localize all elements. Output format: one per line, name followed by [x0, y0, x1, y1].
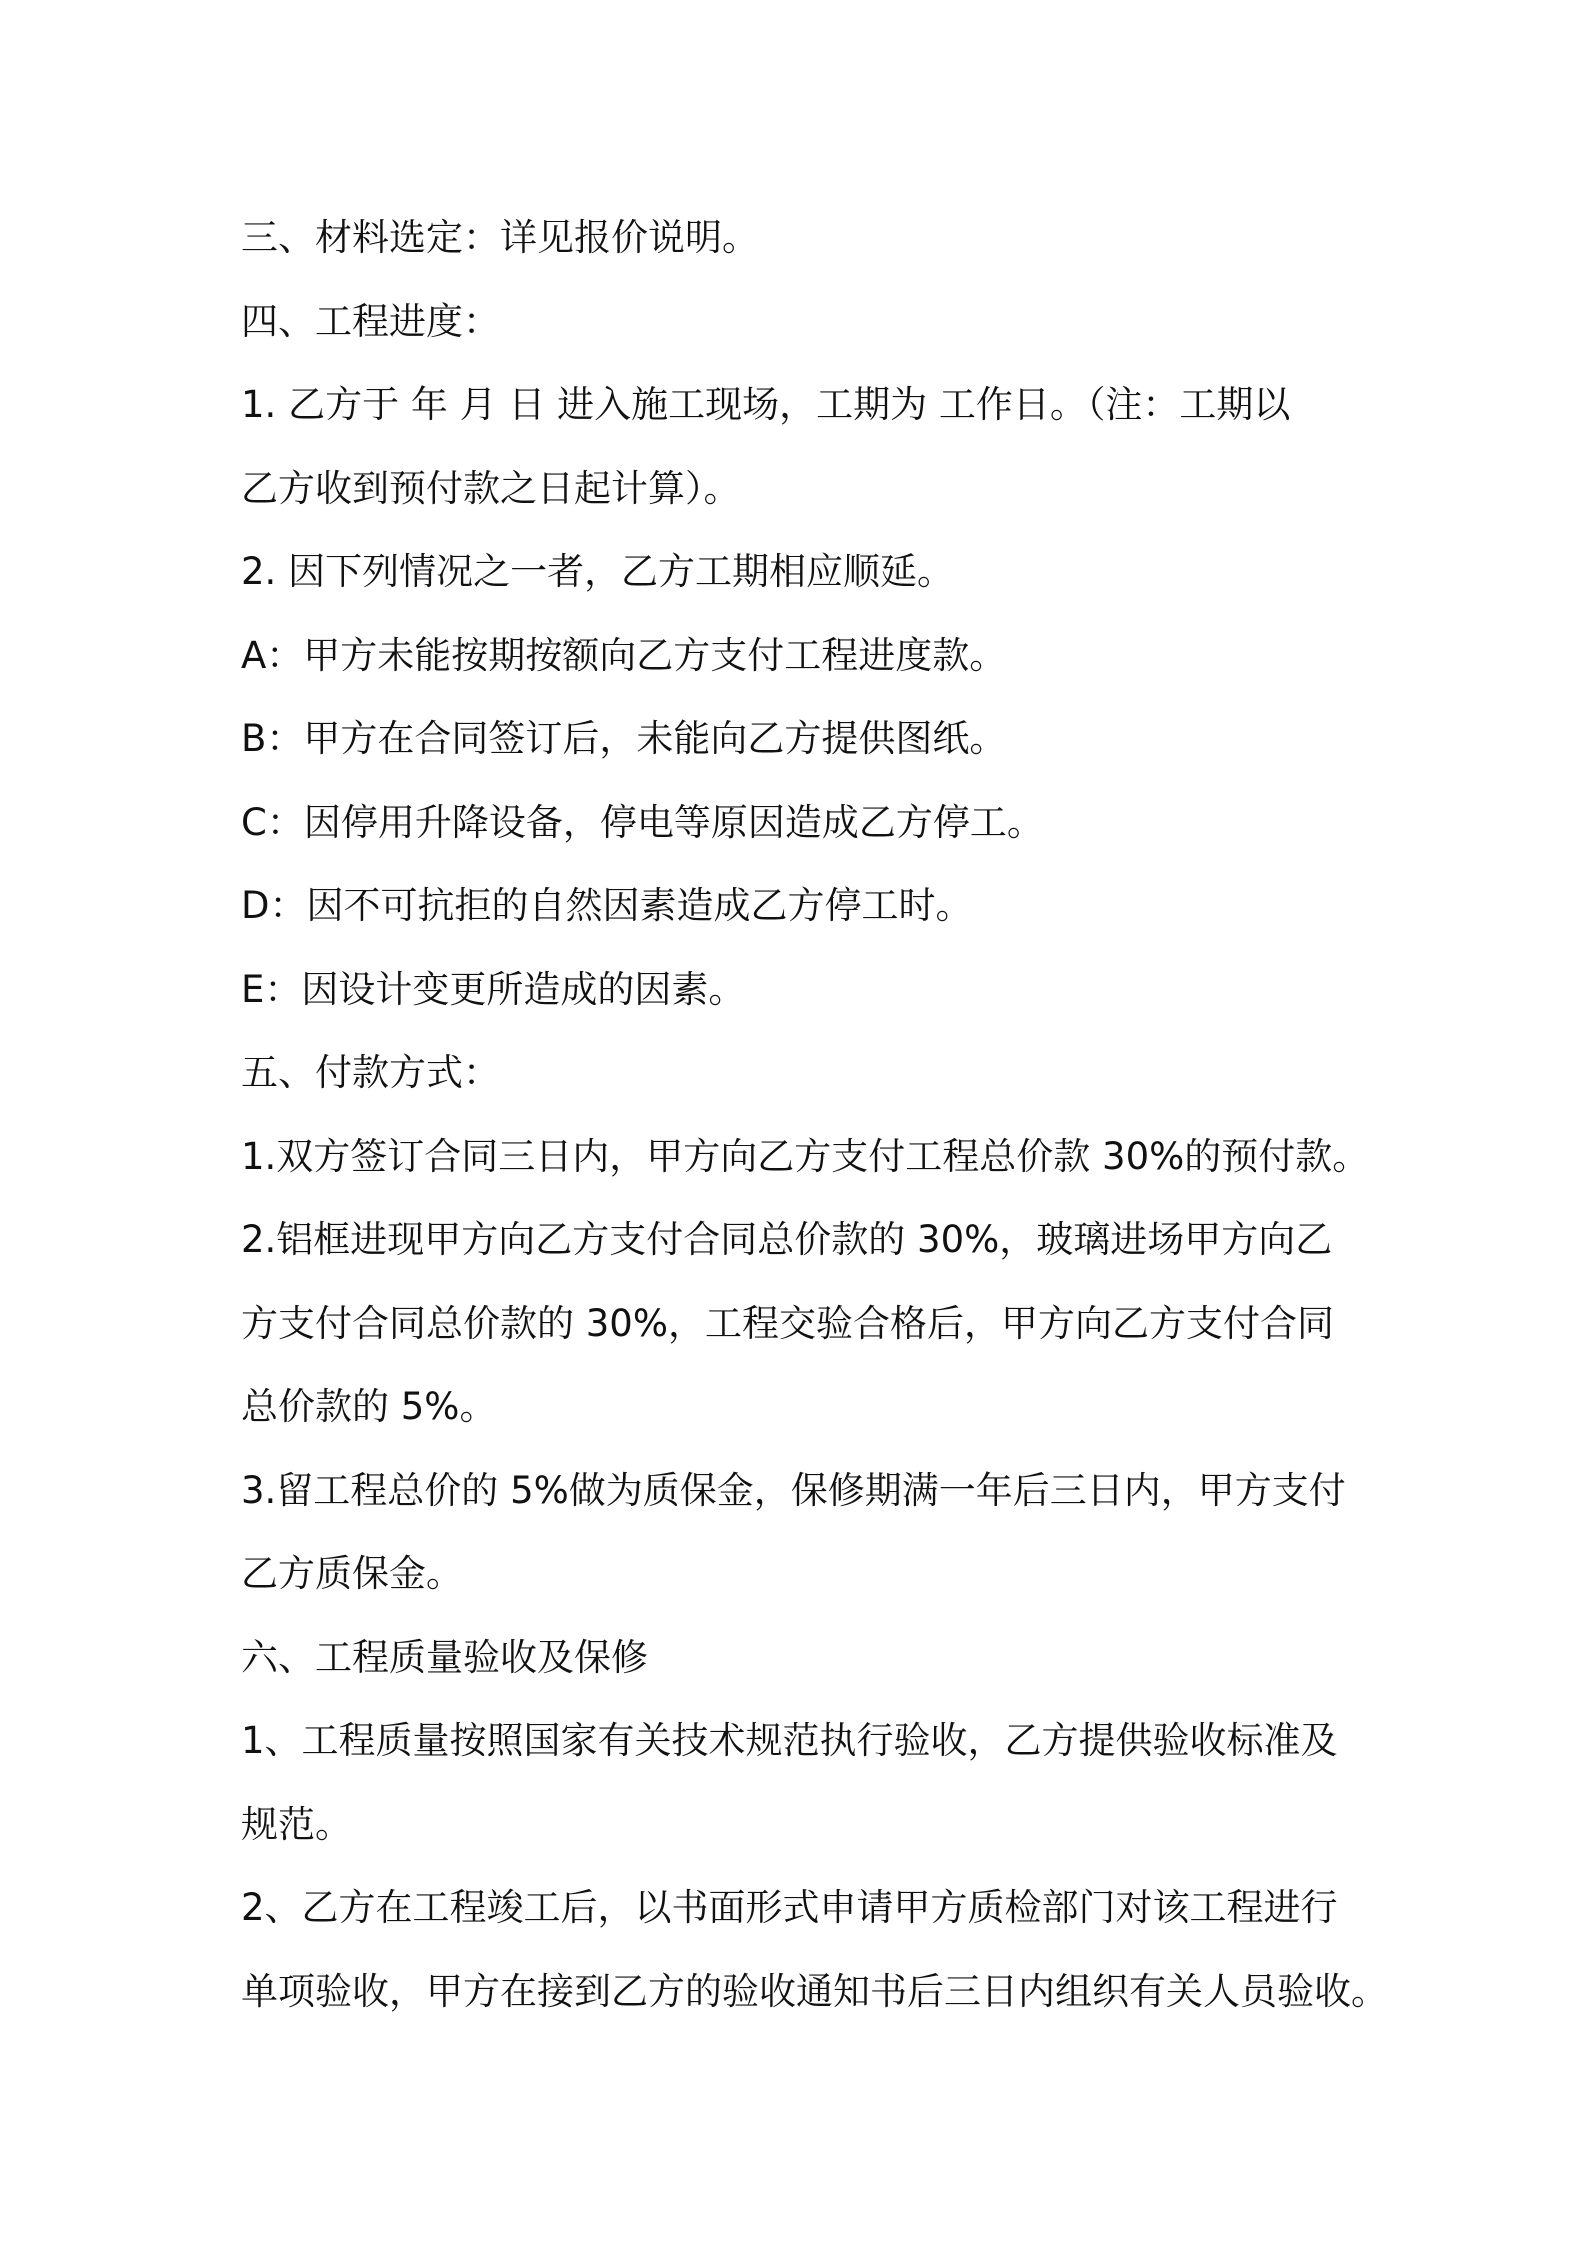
paragraph-line: 1、工程质量按照国家有关技术规范执行验收，乙方提供验收标准及 — [241, 1719, 1338, 1762]
paragraph-line: 2、乙方在工程竣工后，以书面形式申请甲方质检部门对该工程进行 — [241, 1886, 1338, 1929]
list-item-a: A：甲方未能按期按额向乙方支付工程进度款。 — [241, 633, 1007, 677]
paragraph-line: 方支付合同总价款的 30%，工程交验合格后，甲方向乙方支付合同 — [241, 1301, 1334, 1345]
paragraph-line: 1.双方签订合同三日内，甲方向乙方支付工程总价款 30%的预付款。 — [241, 1134, 1370, 1178]
document-body — [241, 196, 1388, 2033]
section-heading-materials: 三、材料选定：详见报价说明。 — [241, 216, 759, 259]
paragraph-line: 乙方收到预付款之日起计算）。 — [241, 466, 741, 510]
paragraph-line: 单项验收，甲方在接到乙方的验收通知书后三日内组织有关人员验收。 — [241, 1969, 1388, 2013]
paragraph-line: 总价款的 5%。 — [241, 1385, 497, 1428]
paragraph-line: 2.铝框进现甲方向乙方支付合同总价款的 30%，玻璃进场甲方向乙 — [241, 1218, 1333, 1261]
list-item-d: D：因不可抗拒的自然因素造成乙方停工时。 — [241, 884, 973, 927]
paragraph-line: 3.留工程总价的 5%做为质保金，保修期满一年后三日内，甲方支付 — [241, 1468, 1346, 1512]
list-item-c: C：因停用升降设备，停电等原因造成乙方停工。 — [241, 800, 1044, 844]
paragraph-line: 2. 因下列情况之一者，乙方工期相应顺延。 — [241, 550, 955, 593]
paragraph-line: 1. 乙方于 年 月 日 进入施工现场，工期为 工作日。（注：工期以 — [241, 383, 1291, 426]
paragraph-line: 规范。 — [241, 1802, 352, 1846]
list-item-e: E：因设计变更所造成的因素。 — [241, 967, 746, 1011]
section-heading-schedule: 四、工程进度： — [241, 299, 500, 343]
section-heading-quality: 六、工程质量验收及保修 — [241, 1635, 648, 1679]
section-heading-payment: 五、付款方式： — [241, 1051, 500, 1094]
paragraph-line: 乙方质保金。 — [241, 1552, 463, 1595]
list-item-b: B：甲方在合同签订后，未能向乙方提供图纸。 — [241, 717, 1007, 760]
